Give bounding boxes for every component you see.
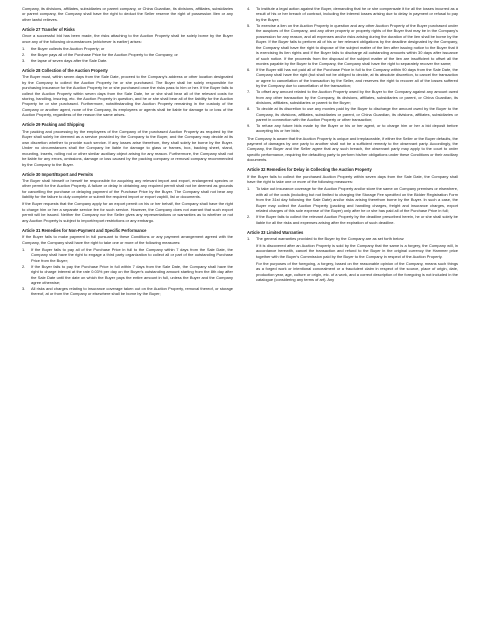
list-number: 1. <box>22 246 26 252</box>
article-heading: Article 32 Remedies for Delay in Collecting the Auction Property <box>247 167 372 173</box>
list-text: the Buyer pays all of the Purchase Price for the Auction Property to the Company; or <box>31 51 178 57</box>
list-item <box>247 186 458 213</box>
list-item <box>22 286 233 297</box>
list-text: To decide at its discretion to use any monies paid by the Buyer to discharge the amount owed by the Buyer to the Company, its divisions, affiliates, subsidiaries or parent, or China Guardian, its divisions, affiliates, subsidiaries or parent in connection with the Auction Property or other transaction; <box>256 106 458 123</box>
article-heading: Article 28 Collection of the Auction Property <box>22 67 108 73</box>
list-item <box>22 247 233 263</box>
article-heading: Article 29 Packing and Shipping <box>22 122 85 128</box>
list-text: the lapse of seven days after the Sale Date. <box>31 57 108 63</box>
list-item <box>247 6 458 22</box>
list-number: 4. <box>247 6 251 11</box>
list-text: If the Buyer fails to collect the relevant Auction Property by the deadline prescribed herein, he or she shall solely be liable for all the risks and expenses arising after the expiration of such deadline. <box>256 214 458 225</box>
paragraph: Company, its divisions, affiliates, subsidiaries or parent company, or China Guardian, its divisions, affiliates, subsidiaries or parent company, the Company shall have the right to deduct the Seller reserve the right of possession /lien or any other lawful relieves. <box>22 6 233 22</box>
paragraph: The Buyer shall himself or herself be responsible for acquiring any relevant import and export, endangered species or other permit for the Auction Property. A failure or delay in obtaining any required permit shall not be deemed as grounds for cancelling the purchase or delaying payment of the Purchase Price by the Buyer. The Company shall not bear any liability for the failure to duly complete or submit the required import or export vaybill, list or documents. <box>22 178 233 200</box>
list-item <box>247 123 458 134</box>
list-number: 6. <box>247 66 251 72</box>
list-text: To offset any amount related to the Auction Property owed by the Buyer to the Company against any amount owed from any other transaction by the Company, its divisions, affiliates, subsidiaries or parent, or China Guardian, its divisions, affiliates, subsidiaries or parent to the Buyer; <box>256 89 458 106</box>
numbered-list <box>247 186 458 225</box>
paragraph: Once a successful bid has been made, the risks attaching to the Auction Property shall be solely borne by the Buyer once any of the following circumstances (whichever is earlier) arises: <box>22 33 233 44</box>
paragraph: If the Buyer fails to collect the purchased Auction Property within seven days from the Sale Date, the Company shall have the right to take one or more of the following measures: <box>247 173 458 185</box>
list-text: If the Buyer still has not paid all of the Purchase Price in full to the Company within 90 days from the Sale Date, the Company shall have the right (but shall not be obliged to decide, at its absolute discretion, to cancel the transaction or agree to cancellation of the transaction by the Seller, and reserves the right to recover all of the losses suffered by the Company due to cancellation of the transaction; <box>256 66 458 89</box>
list-number: 2. <box>22 51 26 57</box>
list-number: 2. <box>247 214 251 220</box>
list-text: The general warranties provided to the Buyer by the Company are as set forth below: <box>256 235 405 241</box>
list-item <box>247 214 458 225</box>
list-text: If the Buyer fails to pay all of the Purchase Price in full to the Company within 7 days from the Sale Date, the Company shall have the right to engage a third party organization to collect all or part of the outstanding Purchase Price from the Buyer; <box>31 246 233 263</box>
article-heading: Article 31 Remedies for Non-Payment and Specific Performance <box>22 227 147 233</box>
right-column <box>247 6 458 617</box>
list-number: 2. <box>22 263 26 269</box>
list-number: 8. <box>247 106 251 112</box>
list-text: To refuse any future bids made by the Buyer or his or her agent, or to charge him or her a bid deposit before accepting his or her bids; <box>256 123 458 134</box>
list-number: 5. <box>247 22 251 28</box>
paragraph: The Company is aware that the Auction Property is unique and irreplaceable, if either the Seller or the Buyer defaults, the payment of damages by one party to another shall not be a sufficient remedy to the observant party. Accordingly, the Company, the Buyer and the Seller agree that any such breach, the observant party may apply to the court to order specific performance, requiring the defaulting party to perform his/her obligations under these Conditions or their ancillary documents. <box>247 135 458 163</box>
list-number: 1. <box>22 45 26 51</box>
list-item <box>22 46 233 51</box>
numbered-list <box>247 6 458 134</box>
paragraph: If the Buyer fails to make payment in full pursuant to these Conditions or any payment arrangement agreed with the Company, the Company shall have the right to take one or more of the following measures: <box>22 234 233 245</box>
list-number: 9. <box>247 123 251 129</box>
numbered-list <box>22 247 233 297</box>
article-heading: Article 30 Import/Export and Permits <box>22 171 93 177</box>
list-text: To institute a legal action against the Buyer, demanding that he or she compensate it for all the losses incurred as a result of his or her breach of contract, including the interest losses arising due to delay in payment or refusal to pay by the Buyer; <box>256 6 458 22</box>
list-text: If the Buyer fails to pay the Purchase Price in full within 7 days from the Sale Date, the Company shall have the right to charge interest at the rate 0.03% per day on the Buyer's outstanding amount starting from the 8th day after the Sale Date until the date on which the Buyer pays the entire amount in full, unless the Buyer and the Company agree otherwise; <box>31 263 233 285</box>
article-heading: Article 33 Limited Warranties <box>247 229 304 235</box>
list-text: To take out insurance coverage for the Auction Property and/or store the same on Company premises or elsewhere, with all of the costs (including but not limited to charging the Storage Fee specified on the Bidder Registration Form from the 31st day following the Sale Date) and/or risks arising therefrom borne by the Buyer. In such a case, the Buyer may collect the Auction Property (packing and handling charges, freight and insurance charges, export related charges of this sole expense of the Buyer) only after he or she has paid all of the Purchase Price in full; <box>256 186 458 214</box>
list-text: the Buyer collects the Auction Property; or <box>31 45 105 51</box>
list-item <box>247 236 458 241</box>
paragraph: The packing and processing by the employees of the Company of the purchased Auction Property as required by the Buyer shall solely be deemed as a service provided by the Company to the Buyer, and the Company may decide at its own discretion whether to provide such service. If any losses arise therefrom, they shall solely be borne by the Buyer. Under no circumstances shall the Company be liable for damage to glass or frames, box, backing sheet, stand, mounting, inserts, rolling rod or other similar auxiliary object arising for any reason. Furthermore, the Company shall not be liable for any errors, omissions, damage or loss caused by the packing company or removal company recommended by the Company to the Buyer. <box>22 128 233 167</box>
list-number: 7. <box>247 89 251 95</box>
list-item <box>247 67 458 89</box>
list-item <box>247 89 458 105</box>
numbered-list <box>22 46 233 63</box>
list-number: 3. <box>22 285 26 291</box>
list-item <box>22 58 233 63</box>
list-number: 3. <box>22 57 26 63</box>
list-item <box>247 23 458 67</box>
paragraph: For the purposes of the foregoing, a forgery, based on the reasonable opinion of the Company, means such things as a forged work or intentional concealment or a fraudulent claim in respect of the source, place of origin, date, production year, age, culture or origin, etc. of a work, and a correct description of the foregoing is not included in the catalogue (considering any terms of art). Any <box>256 260 458 283</box>
left-column <box>22 6 233 617</box>
list-text: To exercise a lien on the Auction Property in question and any other Auction Property of the Buyer purchased under the auspices of the Company, and any other property or property rights of the Buyer that may be in the Company's possession for any reason, and all expenses and/or risks arising during the duration of the lien shall be borne by the Buyer. If the Buyer fails to perform all of his or her relevant obligations by the deadline designated by the Company, the Company shall have the right to dispose of the subject matter of the lien after issuing notice to the Buyer that it is exercising its lien rights and if the Buyer fails to discharge all outstanding amounts within 30 days after issuance of such notice. If the proceeds from the disposal of the subject matter of the lien are insufficient to offset all the monies payable by the Buyer to the Company, the Company shall have the right to separately recover the same; <box>256 22 458 67</box>
numbered-list <box>247 236 458 241</box>
article-heading: Article 27 Transfer of Risks <box>22 26 75 32</box>
paragraph: If the Buyer requests that the Company apply for an export permit on his or her behalf, the Company shall have the right to charge him or her a separate service fee for such service. However, the Company does not warrant that such export permit will be issued. Neither the Company nor the Seller gives any representations or warranties as to whether or not any Auction Property is subject to import/export restrictions or any embargo. <box>22 201 233 223</box>
list-item <box>22 264 233 286</box>
paragraph: The Buyer must, within seven days from the Sale Date, proceed to the Company's address or other location designated by the Company to collect the Auction Property he or she purchased. The Buyer shall be solely responsible for purchasing insurance for the Auction Property he or she purchased once the risks pass to him or her. If the Buyer fails to collect the Auction Property within seven days from the Sale Date, he or she shall bear all of the relevant costs for storing, handling, insuring, etc. the Auction Property in question, and he or she shall bear all of the liability for the Auction Property he or she purchased. Furthermore, notwithstanding the Auction Property remaining in the custody of the Company or another agent, none of the Company, its employees or agents shall be liable for damage to or loss of the Auction Property, regardless of the reason the same arises. <box>22 74 233 118</box>
list-number: 1. <box>247 235 251 241</box>
paragraph: If it is discovered after an Auction Property is sold by the Company that the same is a forgery, the Company will, in accordance herewith, cancel the transaction and refund to the Buyer in the original currency the Hammer price together with the Buyer's Commission paid by the Buyer to the Company in respect of the Auction Property. <box>256 243 458 259</box>
list-text: All risks and charges relating to insurance coverage taken out on the Auction Property, removal thereof, or storage thereof, at or from the Company or elsewhere shall be borne by the Buyer; <box>31 285 233 297</box>
list-number: 1. <box>247 186 251 192</box>
list-item <box>22 52 233 57</box>
list-item <box>247 106 458 122</box>
